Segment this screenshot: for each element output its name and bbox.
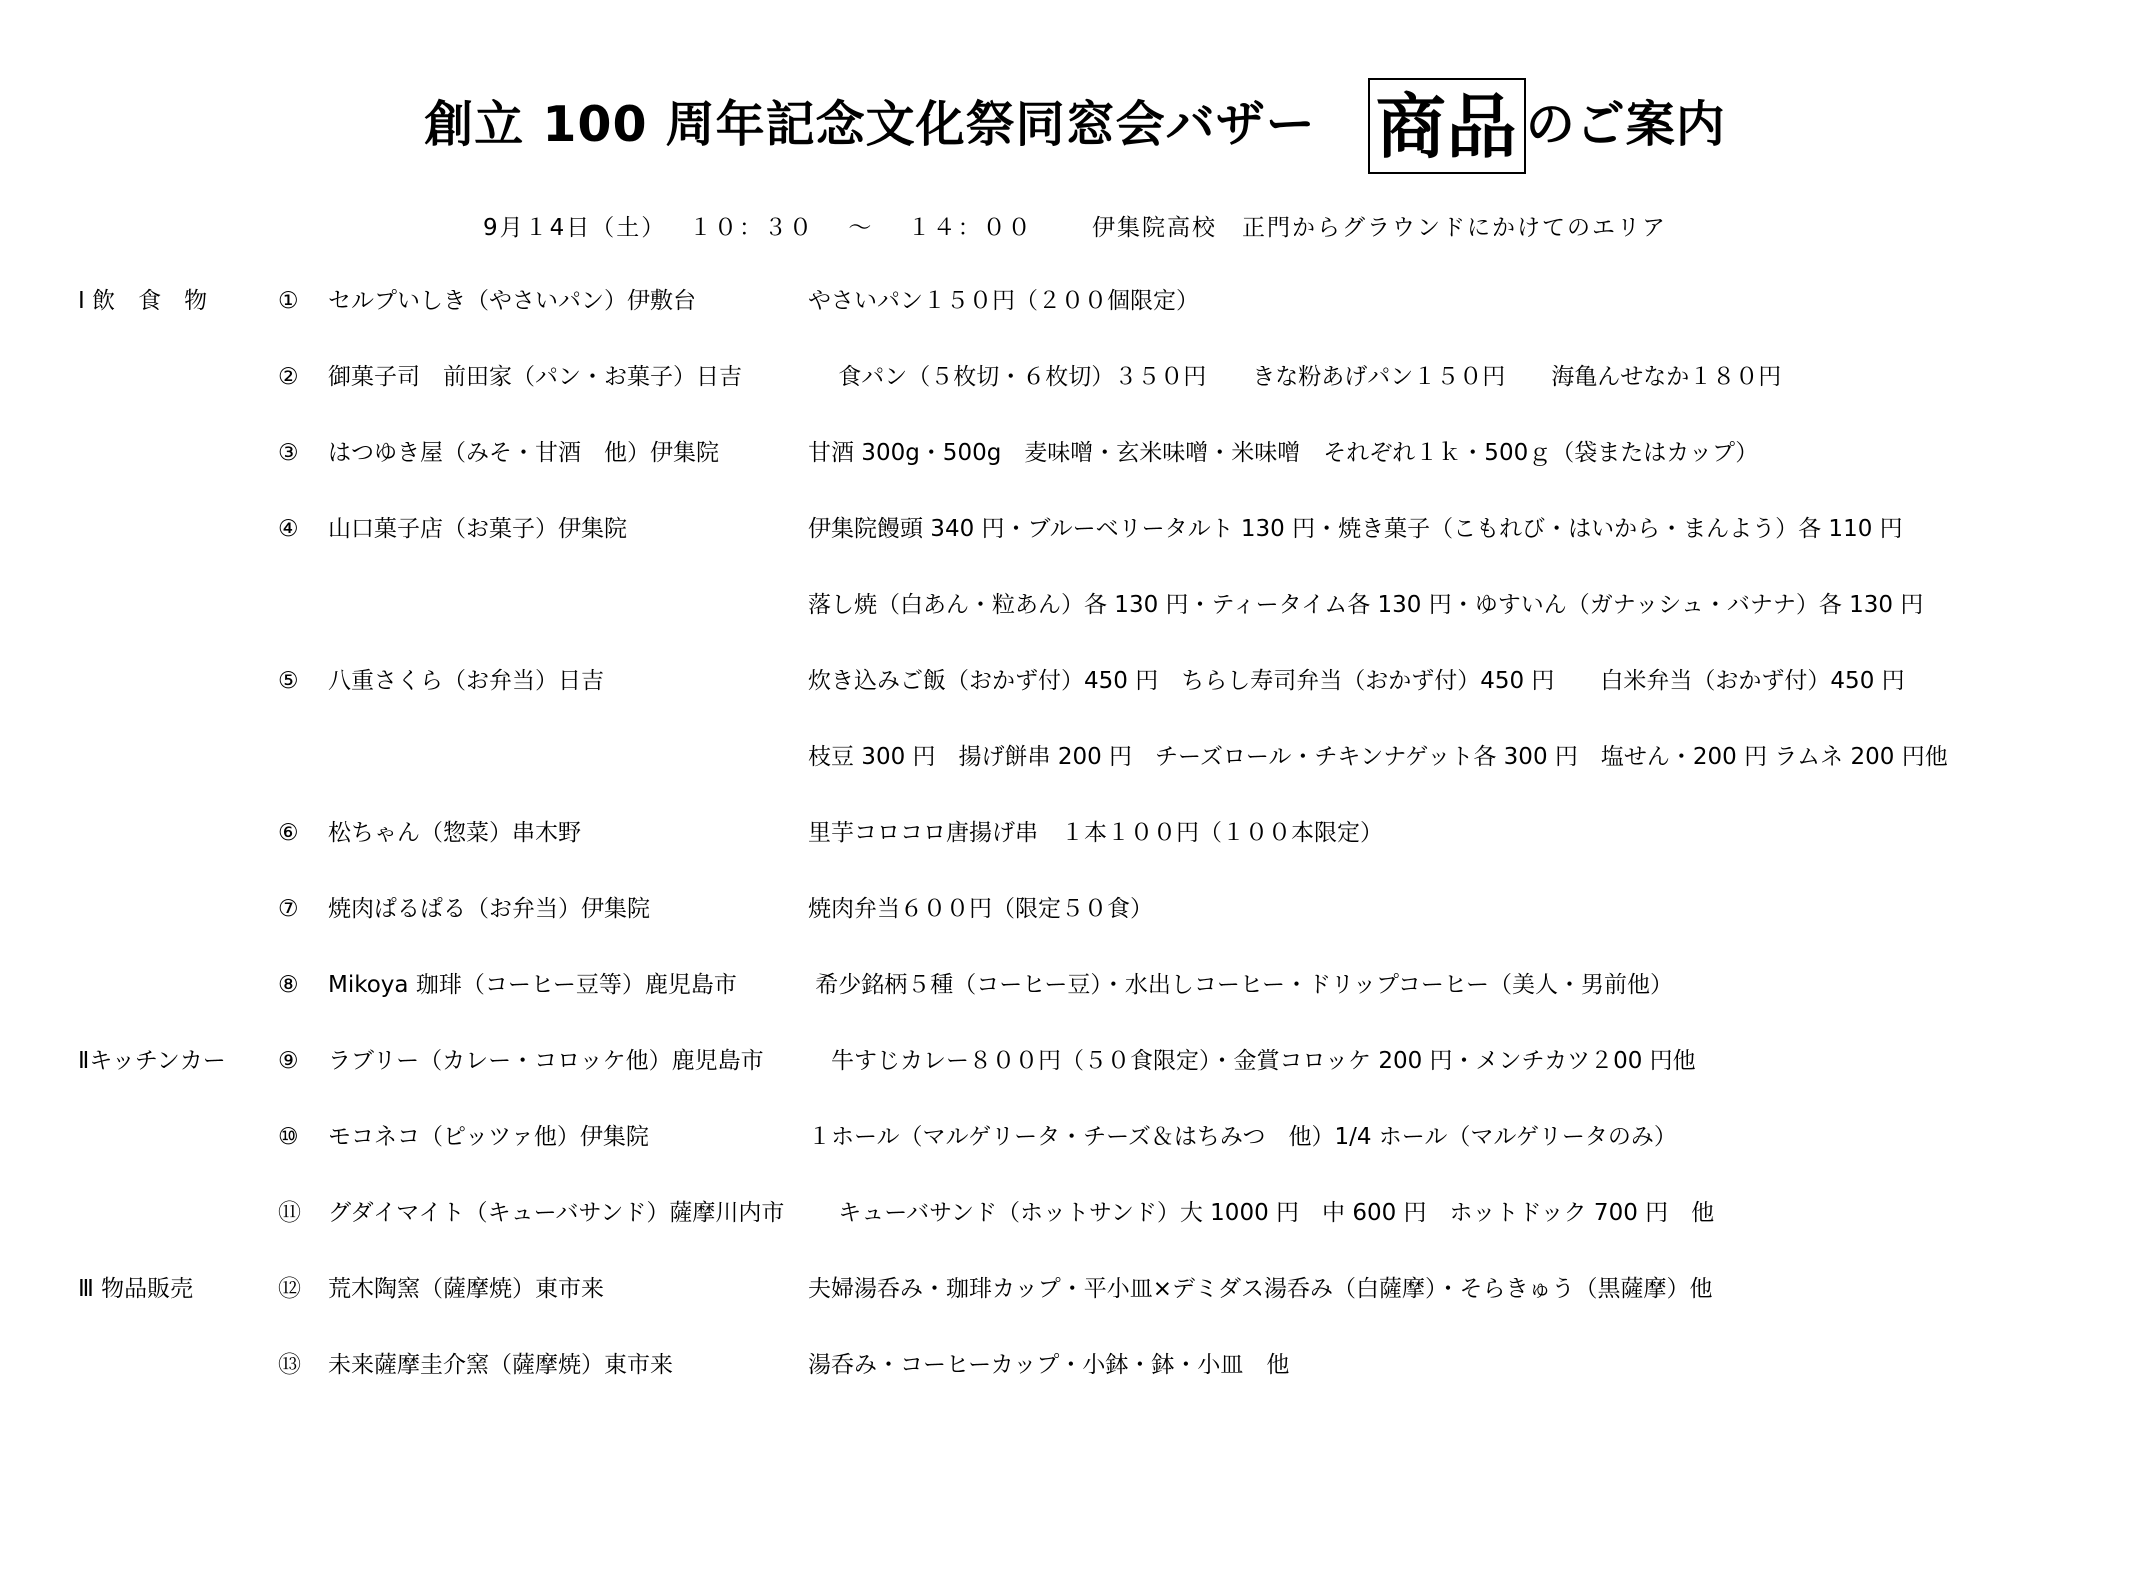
shop-name: はつゆき屋（みそ・甘酒 他）伊集院 (328, 440, 719, 466)
row-number: ④ (278, 516, 299, 542)
item-description: 湯呑み・コーヒーカップ・小鉢・鉢・小皿 他 (808, 1352, 1290, 1378)
row-number: ⑦ (278, 896, 299, 922)
list-row (0, 737, 2150, 777)
category-label: Ⅱキッチンカー (78, 1048, 226, 1074)
shop-name: 荒木陶窯（薩摩焼）東市来 (328, 1276, 604, 1302)
title-suffix: のご案内 (1525, 96, 1726, 153)
item-description: 焼肉弁当６００円（限定５０食） (808, 896, 1153, 922)
item-description: 食パン（５枚切・６枚切）３５０円 きな粉あげパン１５０円 海亀んせなか１８０円 (808, 364, 1782, 390)
list-row (0, 661, 2150, 701)
shop-name: グダイマイト（キューバサンド）薩摩川内市 (328, 1200, 785, 1226)
list-row (0, 965, 2150, 1005)
row-number: ② (278, 364, 299, 390)
item-description: 伊集院饅頭 340 円・ブルーベリータルト 130 円・焼き菓子（こもれび・はいから・まんよう）各 110 円 (808, 516, 1903, 542)
shop-name: ラブリー（カレー・コロッケ他）鹿児島市 (328, 1048, 764, 1074)
row-number: ③ (278, 440, 299, 466)
list-row (0, 1345, 2150, 1385)
item-description: 甘酒 300g・500g 麦味噌・玄米味噌・米味噌 それぞれ１ｋ・500ｇ（袋またはカップ） (808, 440, 1759, 466)
item-description: 落し焼（白あん・粒あん）各 130 円・ティータイム各 130 円・ゆすいん（ガナッシュ・バナナ）各 130 円 (808, 592, 1924, 618)
category-label: Ⅲ 物品販売 (78, 1276, 194, 1302)
row-number: ⑬ (278, 1352, 301, 1378)
shop-name: 焼肉ぱるぱる（お弁当）伊集院 (328, 896, 650, 922)
shop-name: セルプいしき（やさいパン）伊敷台 (328, 288, 696, 314)
item-description: １ホール（マルゲリータ・チーズ＆はちみつ 他）1/4 ホール（マルゲリータのみ） (808, 1124, 1677, 1150)
event-info: 9月１4日（土） １０：３０ ～ １４：００ 伊集院高校 正門からグラウンドにかけてのエリア (482, 215, 1667, 241)
title-main: 創立 100 周年記念文化祭同窓会バザー (424, 96, 1316, 153)
shop-name: 未来薩摩圭介窯（薩摩焼）東市来 (328, 1352, 673, 1378)
item-description: キューバサンド（ホットサンド）大 1000 円 中 600 円 ホットドック 700 円 他 (808, 1200, 1715, 1226)
row-number: ⑩ (278, 1124, 299, 1150)
item-description: 希少銘柄５種（コーヒー豆）・水出しコーヒー・ドリップコーヒー（美人・男前他） (808, 972, 1673, 998)
list-row (0, 433, 2150, 473)
shop-name: 御菓子司 前田家（パン・お菓子）日吉 (328, 364, 742, 390)
shop-name: モコネコ（ピッツァ他）伊集院 (328, 1124, 649, 1150)
shop-name: Mikoya 珈琲（コーヒー豆等）鹿児島市 (328, 972, 737, 998)
item-description: 夫婦湯呑み・珈琲カップ・平小皿×デミダス湯呑み（白薩摩）・そらきゅう（黒薩摩）他 (808, 1276, 1713, 1302)
row-number: ① (278, 288, 299, 314)
title-highlight-box: 商品 (1368, 78, 1526, 174)
row-number: ⑨ (278, 1048, 299, 1074)
list-row (0, 281, 2150, 321)
item-description: やさいパン１５０円（２００個限定） (808, 288, 1199, 314)
category-label: Ⅰ 飲 食 物 (78, 288, 208, 314)
shop-name: 山口菓子店（お菓子）伊集院 (328, 516, 627, 542)
item-description: 牛すじカレー８００円（５０食限定）・金賞コロッケ 200 円・メンチカツ２00 円他 (808, 1048, 1696, 1074)
list-row (0, 1117, 2150, 1157)
item-description: 枝豆 300 円 揚げ餅串 200 円 チーズロール・チキンナゲット各 300 円 塩せん・200 円 ラムネ 200 円他 (808, 744, 1948, 770)
row-number: ⑪ (278, 1200, 301, 1226)
shop-name: 八重さくら（お弁当）日吉 (328, 668, 604, 694)
list-row (0, 357, 2150, 397)
list-row (0, 889, 2150, 929)
row-number: ⑤ (278, 668, 299, 694)
list-row (0, 509, 2150, 549)
list-row (0, 813, 2150, 853)
row-number: ⑫ (278, 1276, 301, 1302)
list-row (0, 1269, 2150, 1309)
item-description: 里芋コロコロ唐揚げ串 １本１００円（１００本限定） (808, 820, 1383, 846)
shop-name: 松ちゃん（惣菜）串木野 (328, 820, 581, 846)
list-row (0, 1193, 2150, 1233)
row-number: ⑧ (278, 972, 299, 998)
row-number: ⑥ (278, 820, 299, 846)
item-description: 炊き込みご飯（おかず付）450 円 ちらし寿司弁当（おかず付）450 円 白米弁当（おかず付）450 円 (808, 668, 1905, 694)
page-title (0, 78, 2150, 174)
list-row (0, 1041, 2150, 1081)
list-row (0, 585, 2150, 625)
